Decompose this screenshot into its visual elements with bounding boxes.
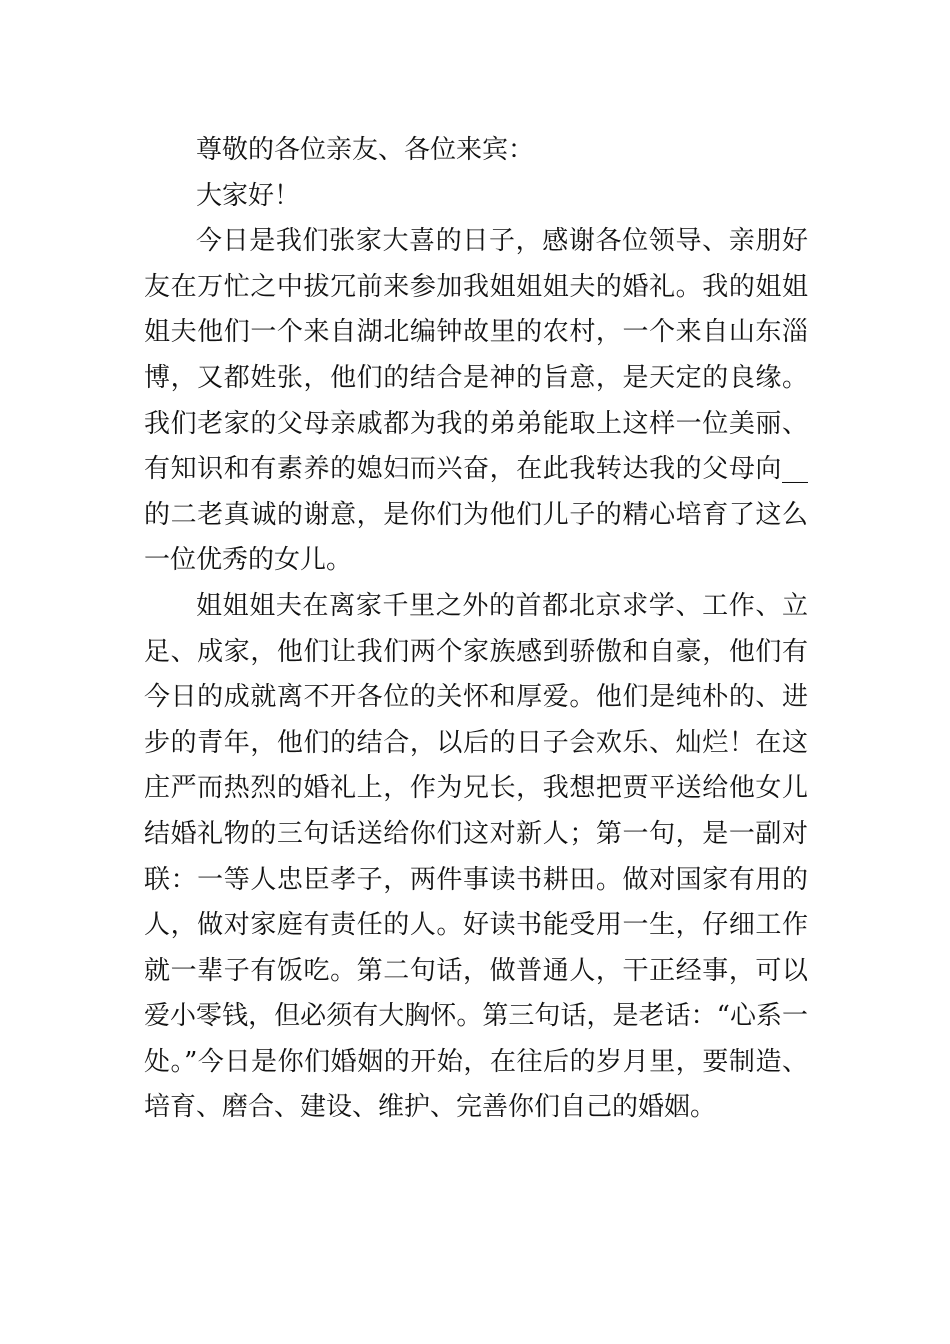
greeting-line: 尊敬的各位亲友、各位来宾： xyxy=(196,135,535,165)
paragraph-1: 今日是我们张家大喜的日子，感谢各位领导、亲朋好友在万忙之中拔冗前来参加我姐姐姐夫的婚礼。我的姐姐姐夫他们一个来自湖北编钟故里的农村，一个来自山东淄博，又都姓张，他们的结合是神的旨意，是天定的良缘。我们老家的父母亲戚都为我的弟弟能取上这样一位美丽、有知识和有素养的媳妇而兴奋，在此我转达我的父母向__的二老真诚的谢意，是你们为他们儿子的精心培育了这么一位优秀的女儿。 xyxy=(144,226,808,576)
hello-line: 大家好！ xyxy=(196,180,301,211)
paragraph-2: 姐姐姐夫在离家千里之外的首都北京求学、工作、立足、成家，他们让我们两个家族感到骄傲和自豪，他们有今日的成就离不开各位的关怀和厚爱。他们是纯朴的、进步的青年，他们的结合，以后的日子会欢乐、灿烂！在这庄严而热烈的婚礼上，作为兄长，我想把贾平送给他女儿结婚礼物的三句话送给你们这对新人；第一句，是一副对联：一等人忠臣孝子，两件事读书耕田。做对国家有用的人，做对家庭有责任的人。好读书能受用一生，仔细工作就一辈子有饭吃。第二句话，做普通人，干正经事，可以爱小零钱，但必须有大胸怀。第三句话，是老话：“心系一处。”今日是你们婚姻的开始，在往后的岁月里，要制造、培育、磨合、建设、维护、完善你们自己的婚姻。 xyxy=(144,590,808,1123)
document-body xyxy=(144,128,808,1131)
